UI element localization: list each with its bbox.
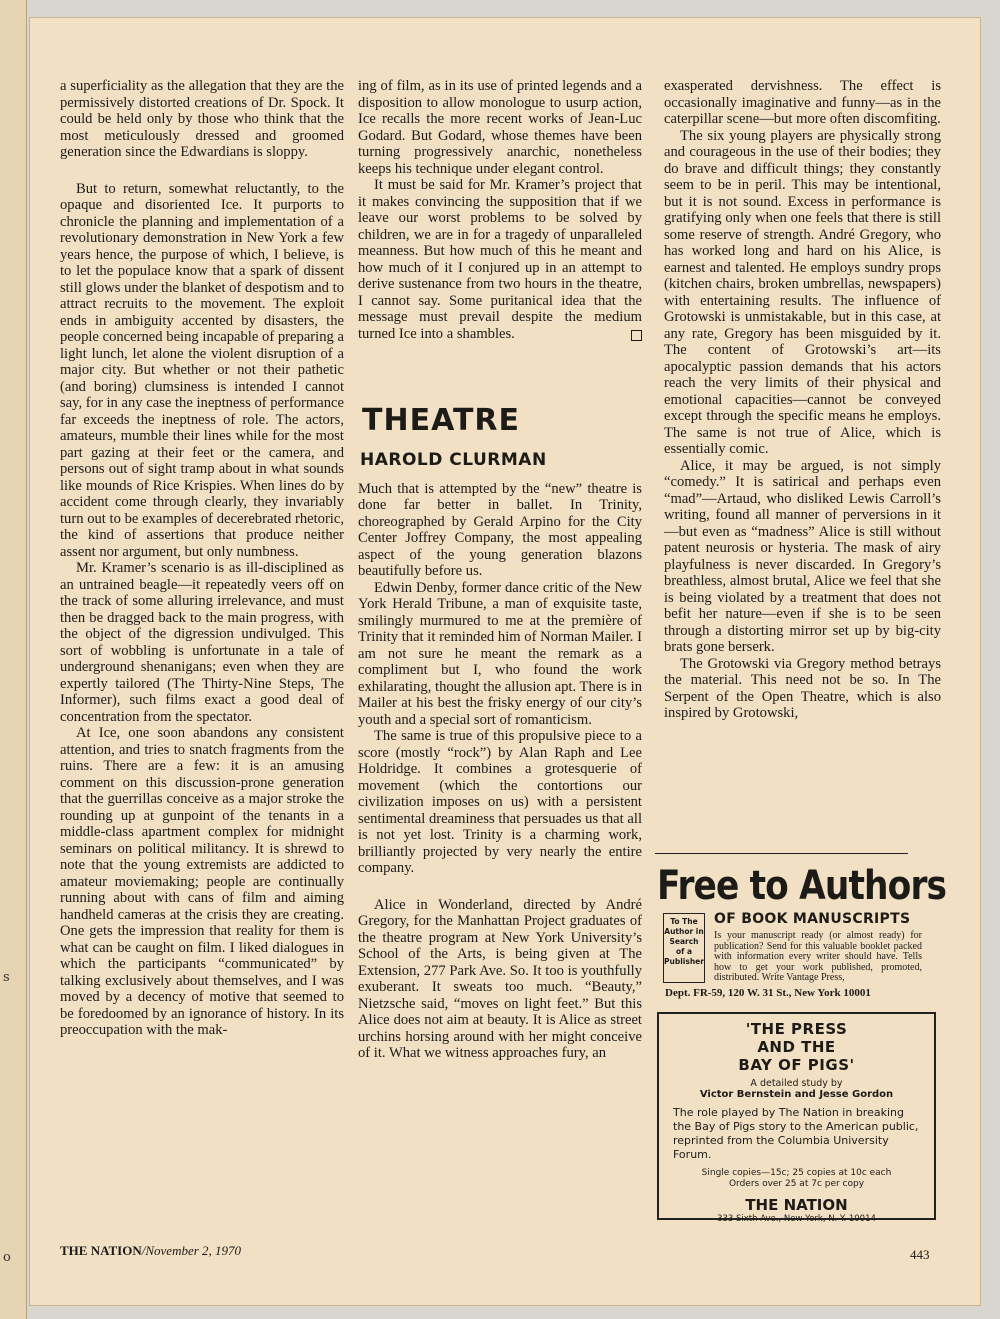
paragraph — [358, 177, 642, 342]
magazine-page — [30, 18, 980, 1305]
column-1 — [60, 78, 344, 1039]
paragraph: Edwin Denby, former dance critic of the New York Herald Tribune, a man of exquisite taste, smilingly murmured to me at the première of Trinity that it reminded him of Norman Mailer. I am not sure he meant the remark as a compliment but I, who found the work exhilarating, thought the allusion apt. There is in Mailer at his best the frisky energy of our city’s youth and a special sort of romanticism. — [358, 579, 642, 728]
paragraph: ing of film, as in its use of printed legends and a disposition to allow monologue to usurp action, Ice recalls the more recent works of Jean-Luc Godard. But Godard, whose themes have been turning progressively anarchic, nonetheless keeps his technique under elegant control. — [358, 78, 642, 177]
paragraph: Alice in Wonderland, directed by André Gregory, for the Manhattan Project graduates of the theatre program at New York University’s School of the Arts, is being given at The Extension, 277 Park Ave. So. It too is youthfully exuberant. It sweats too much. “Beauty,” Nietzsche said, “moves on light feet.” But this Alice does not aim at beauty. It is Alice as street urchins horsing around with her might conceive of it. What we witness approaches fury, an — [358, 896, 642, 1061]
paragraph: a superficiality as the allegation that they are the permissively distorted creations of Dr. Spock. It could be held only by those who think that the most meticulously dressed and groomed generation since the Edwardians is sloppy. — [60, 78, 344, 160]
end-mark-icon — [631, 330, 642, 341]
paragraph: At Ice, one soon abandons any consistent attention, and tries to snatch fragments from the ruins. There are a few: it is an amusing comment on this discussion-prone generation that the guerrillas conceive as a major stroke the rounding up at gunpoint of the tenants in a middle-class apartment complex for midnight seminars on political militancy. It is shrewd to note that the young extremists are addicted to amateur moviemaking; people are continually running about with cans of film and aiming handheld cameras at the crisis they are creating. One gets the impression that reality for them is what can be caught on film. I liked dialogues in which the participants “communicated” by talking exclusively about themselves, and I was moved by a decency of motive that seemed to be foredoomed by an ignorance of history. In its preoccupation with the mak- — [60, 725, 344, 1038]
ad-title-line: 'THE PRESS — [745, 1020, 848, 1038]
section-author: HAROLD CLURMAN — [360, 450, 547, 470]
paragraph: The six young players are physically strong and courageous in the use of their bodies; they do brave and difficult things; they constantly seem to be in peril. This may be intentional, but it is not sound. Excess in performance is gratifying only when one feels that there is still some reserve of strength. André Gregory, who has worked long and hard on his Alice, is earnest and talented. He employs sundry props (kitchen chairs, broken umbrellas, newspapers) with entertaining results. The influence of Grotowski is unmistakable, but in this case, at any rate, Gregory has been misguided by it. The content of Grotowski’s art—its apocalyptic passion demands that his actors reach the very limits of their physical and emotional capacities—cannot be conveyed except through the specific means he employs. The same is not true of Alice, which is essentially comic. — [664, 127, 941, 457]
ad-body-text: The role played by The Nation in breaking the Bay of Pigs story to the American public, reprinted from the Columbia University Forum. — [673, 1106, 919, 1161]
ad-subheadline: OF BOOK MANUSCRIPTS — [714, 911, 911, 927]
bay-of-pigs-ad — [657, 1012, 936, 1224]
ad-title-line: BAY OF PIGS' — [738, 1056, 855, 1074]
ad-authors: Victor Bernstein and Jesse Gordon — [699, 1089, 894, 1100]
ad-badge: To The Author in Search of a Publisher — [663, 913, 705, 983]
ad-publisher: THE NATION — [745, 1196, 848, 1214]
ad-headline: Free to Authors — [657, 863, 947, 909]
column-2 — [358, 78, 642, 1062]
section-title: THEATRE — [362, 403, 521, 438]
paragraph: exasperated dervishness. The effect is occasionally imaginative and funny—as in the caterpillar scene—but more often discomfiting. — [664, 78, 941, 127]
ad-publisher-address: 333 Sixth Ave., New York, N. Y. 10014 — [717, 1214, 876, 1224]
paragraph: Much that is attempted by the “new” theatre is done far better in ballet. In Trinity, choreographed by Gerald Arpino for the City Center Joffrey Company, the most appealing aspect of the young generation blazons beautifully before us. — [358, 480, 642, 579]
paragraph: But to return, somewhat reluctantly, to the opaque and disoriented Ice. It purports to chronicle the planning and implementation of a revolutionary demonstration in New York a few years hence, the purpose of which, I believe, is to let the populace know that a spark of dissent still glows under the blanket of despotism and to attract recruits to the movement. The exploit ends in ambiguity accented by disasters, the people concerned being incapable of preparing a light lunch, let alone the violent disruption of a major city. But whether or not their pathetic (and boring) clumsiness is intended I cannot say, for in any case the ineptness of performance far exceeds the ineptness of role. The actors, amateurs, mumble their lines while for the most part gazing at their feet or the camera, and persons out of sight tramp about in what sounds like mounds of Rice Krispies. When lines do by accident come through clearly, they invariably turn out to be examples of decerebrated rhetoric, the kind of assertions that produce neither assent nor argument, but only numbness. — [60, 180, 344, 560]
margin-letter: s — [3, 970, 10, 985]
vantage-press-ad — [657, 863, 947, 999]
page-number: 443 — [910, 1247, 930, 1262]
column-3 — [664, 78, 941, 722]
paragraph: Alice, it may be argued, is not simply “comedy.” It is satirical and perhaps even “mad”—Artaud, who disliked Lewis Carroll’s writing, found all manner of perversions in it—but even as “madness” Alice is still without patent neurosis or hysteria. The mask of airy playfulness is never discarded. In Gregory’s breathless, almost brutal, Alice we feel that she is being violated by a treatment that does not befit her nature—even if she is to be seen through a distorting mirror set up by big-city brats gone berserk. — [664, 457, 941, 655]
margin-letter: o — [3, 1250, 11, 1265]
footer-date: /November 2, 1970 — [141, 1243, 242, 1258]
paragraph-text: It must be said for Mr. Kramer’s project that it makes convincing the supposition that if we leave our worst problems to be solved by children, we are in for a tragedy of unparalleled meanness. But how much of this he meant and how much of it I conjured up in an attempt to derive sustenance from two hours in the theatre, I cannot say. Some puritanical idea that the message must prevail despite the medium turned Ice into a shambles. — [358, 177, 642, 342]
previous-page-edge — [0, 0, 27, 1319]
divider — [655, 853, 908, 854]
ad-address: Dept. FR-59, 120 W. 31 St., New York 10001 — [665, 987, 871, 999]
ad-price: Single copies—15c; 25 copies at 10c each — [701, 1168, 892, 1178]
paragraph: The same is true of this propulsive piece to a score (mostly “rock”) by Alan Raph and Lee Holdridge. It combines a grotesquerie of movement (which the contortions our civilization imposes on us) with a persistent sentimental dreaminess that persuades us that all is not yet lost. Trinity is a charming work, brilliantly projected by very nearly the entire company. — [358, 728, 642, 876]
ad-price: Orders over 25 at 7c per copy — [728, 1179, 865, 1189]
footer-magazine: THE NATION — [60, 1243, 142, 1258]
paragraph: The Grotowski via Gregory method betrays the material. This need not be so. In The Serpent of the Open Theatre, which is also inspired by Grotowski, — [664, 655, 941, 721]
ad-detail: A detailed study by — [750, 1078, 843, 1089]
ad-text: Is your manuscript ready (or almost ready) for publication? Send for this valuable booklet packed with information every writer should have. Tells how to get your work published, promoted, distributed. Write Vantage Press, — [714, 930, 922, 983]
ad-title-line: AND THE — [757, 1038, 836, 1056]
ad-body — [657, 911, 932, 987]
paragraph: Mr. Kramer’s scenario is as ill-disciplined as an untrained beagle—it repeatedly veers off on the track of some alluring irrelevance, and must then be dragged back to the main progress, with the object of the digression undivulged. This sort of wobbling is unfortunate in a tale of underground shenanigans; even when they are expertly tailored (The Thirty-Nine Steps, The Informer), such films exact a good deal of concentration from the spectator. — [60, 560, 344, 725]
running-footer — [60, 1243, 241, 1259]
